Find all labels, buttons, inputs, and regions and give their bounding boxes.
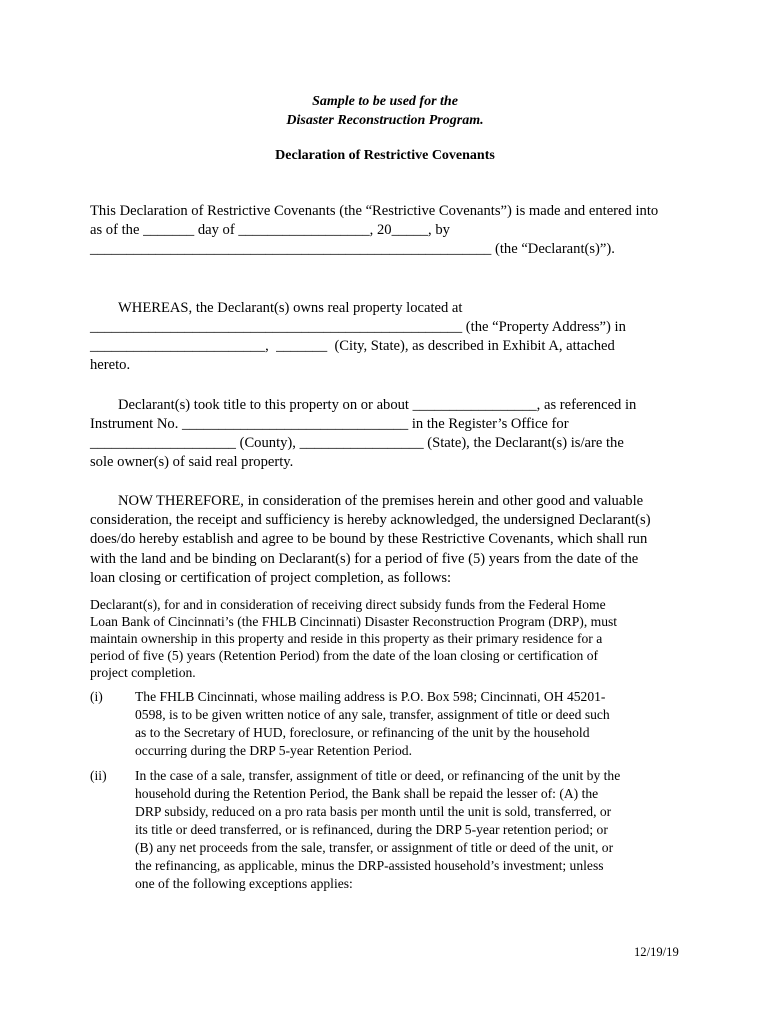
now-therefore-line: with the land and be binding on Declarant(s) for a period of five (5) years from the date of the <box>90 551 639 567</box>
subsidy-line: maintain ownership in this property and reside in this property as their primary residence for a <box>90 631 603 646</box>
footer-date: 12/19/19 <box>634 945 679 959</box>
intro-line: This Declaration of Restrictive Covenants (the “Restrictive Covenants”) is made and entered into <box>90 203 659 219</box>
item-line: its title or deed transferred, or is refinanced, during the DRP 5-year retention period; or <box>135 822 608 837</box>
whereas-line: hereto. <box>90 357 131 373</box>
header-note-line2: Disaster Reconstruction Program. <box>286 113 484 128</box>
item-line: In the case of a sale, transfer, assignment of title or deed, or refinancing of the unit by the <box>135 768 621 783</box>
subsidy-line: period of five (5) years (Retention Period) from the date of the loan closing or certification of <box>90 648 599 663</box>
whereas-line: ___________________________________________________ (the “Property Address”) in <box>90 319 626 335</box>
whereas-line: WHEREAS, the Declarant(s) owns real property located at <box>118 300 463 316</box>
subsidy-line: Declarant(s), for and in consideration of receiving direct subsidy funds from the Federal Home <box>90 597 606 612</box>
item-line: (B) any net proceeds from the sale, transfer, or assignment of title or deed of the unit, or <box>135 840 614 855</box>
subsidy-line: project completion. <box>90 665 196 680</box>
item-line: household during the Retention Period, the Bank shall be repaid the lesser of: (A) the <box>135 786 599 801</box>
whereas-line: ________________________, _______ (City, State), as described in Exhibit A, attached <box>90 338 615 354</box>
item-line: one of the following exceptions applies: <box>135 876 353 891</box>
item-line: DRP subsidy, reduced on a pro rata basis per month until the unit is sold, transferred, or <box>135 804 612 819</box>
item-line: The FHLB Cincinnati, whose mailing address is P.O. Box 598; Cincinnati, OH 45201- <box>135 689 606 704</box>
now-therefore-line: does/do hereby establish and agree to be bound by these Restrictive Covenants, which shall run <box>90 531 648 547</box>
item-line: 0598, is to be given written notice of any sale, transfer, assignment of title or deed such <box>135 707 610 722</box>
title-para-line: sole owner(s) of said real property. <box>90 454 294 470</box>
now-therefore-line: NOW THEREFORE, in consideration of the premises herein and other good and valuable <box>118 493 644 509</box>
intro-line: _______________________________________________________ (the “Declarant(s)”). <box>90 241 615 257</box>
item-line: the refinancing, as applicable, minus the DRP-assisted household’s investment; unless <box>135 858 604 873</box>
header-note-line1: Sample to be used for the <box>312 94 458 109</box>
item-number: (i) <box>90 689 103 704</box>
item-line: occurring during the DRP 5-year Retention Period. <box>135 743 412 758</box>
now-therefore-line: loan closing or certification of project completion, as follows: <box>90 570 452 586</box>
now-therefore-line: consideration, the receipt and sufficiency is hereby acknowledged, the undersigned Declarant(s) <box>90 512 651 528</box>
item-line: as to the Secretary of HUD, foreclosure, or refinancing of the unit by the household <box>135 725 590 740</box>
document-title: Declaration of Restrictive Covenants <box>275 148 495 163</box>
title-para-line: Instrument No. _______________________________ in the Register’s Office for <box>90 416 569 432</box>
subsidy-line: Loan Bank of Cincinnati’s (the FHLB Cincinnati) Disaster Reconstruction Program (DRP), must <box>90 614 618 629</box>
title-para-line: ____________________ (County), _________________ (State), the Declarant(s) is/are the <box>90 435 624 451</box>
item-number: (ii) <box>90 768 107 783</box>
title-para-line: Declarant(s) took title to this property on or about _________________, as referenced in <box>118 397 637 413</box>
intro-line: as of the _______ day of __________________, 20_____, by <box>90 222 450 238</box>
